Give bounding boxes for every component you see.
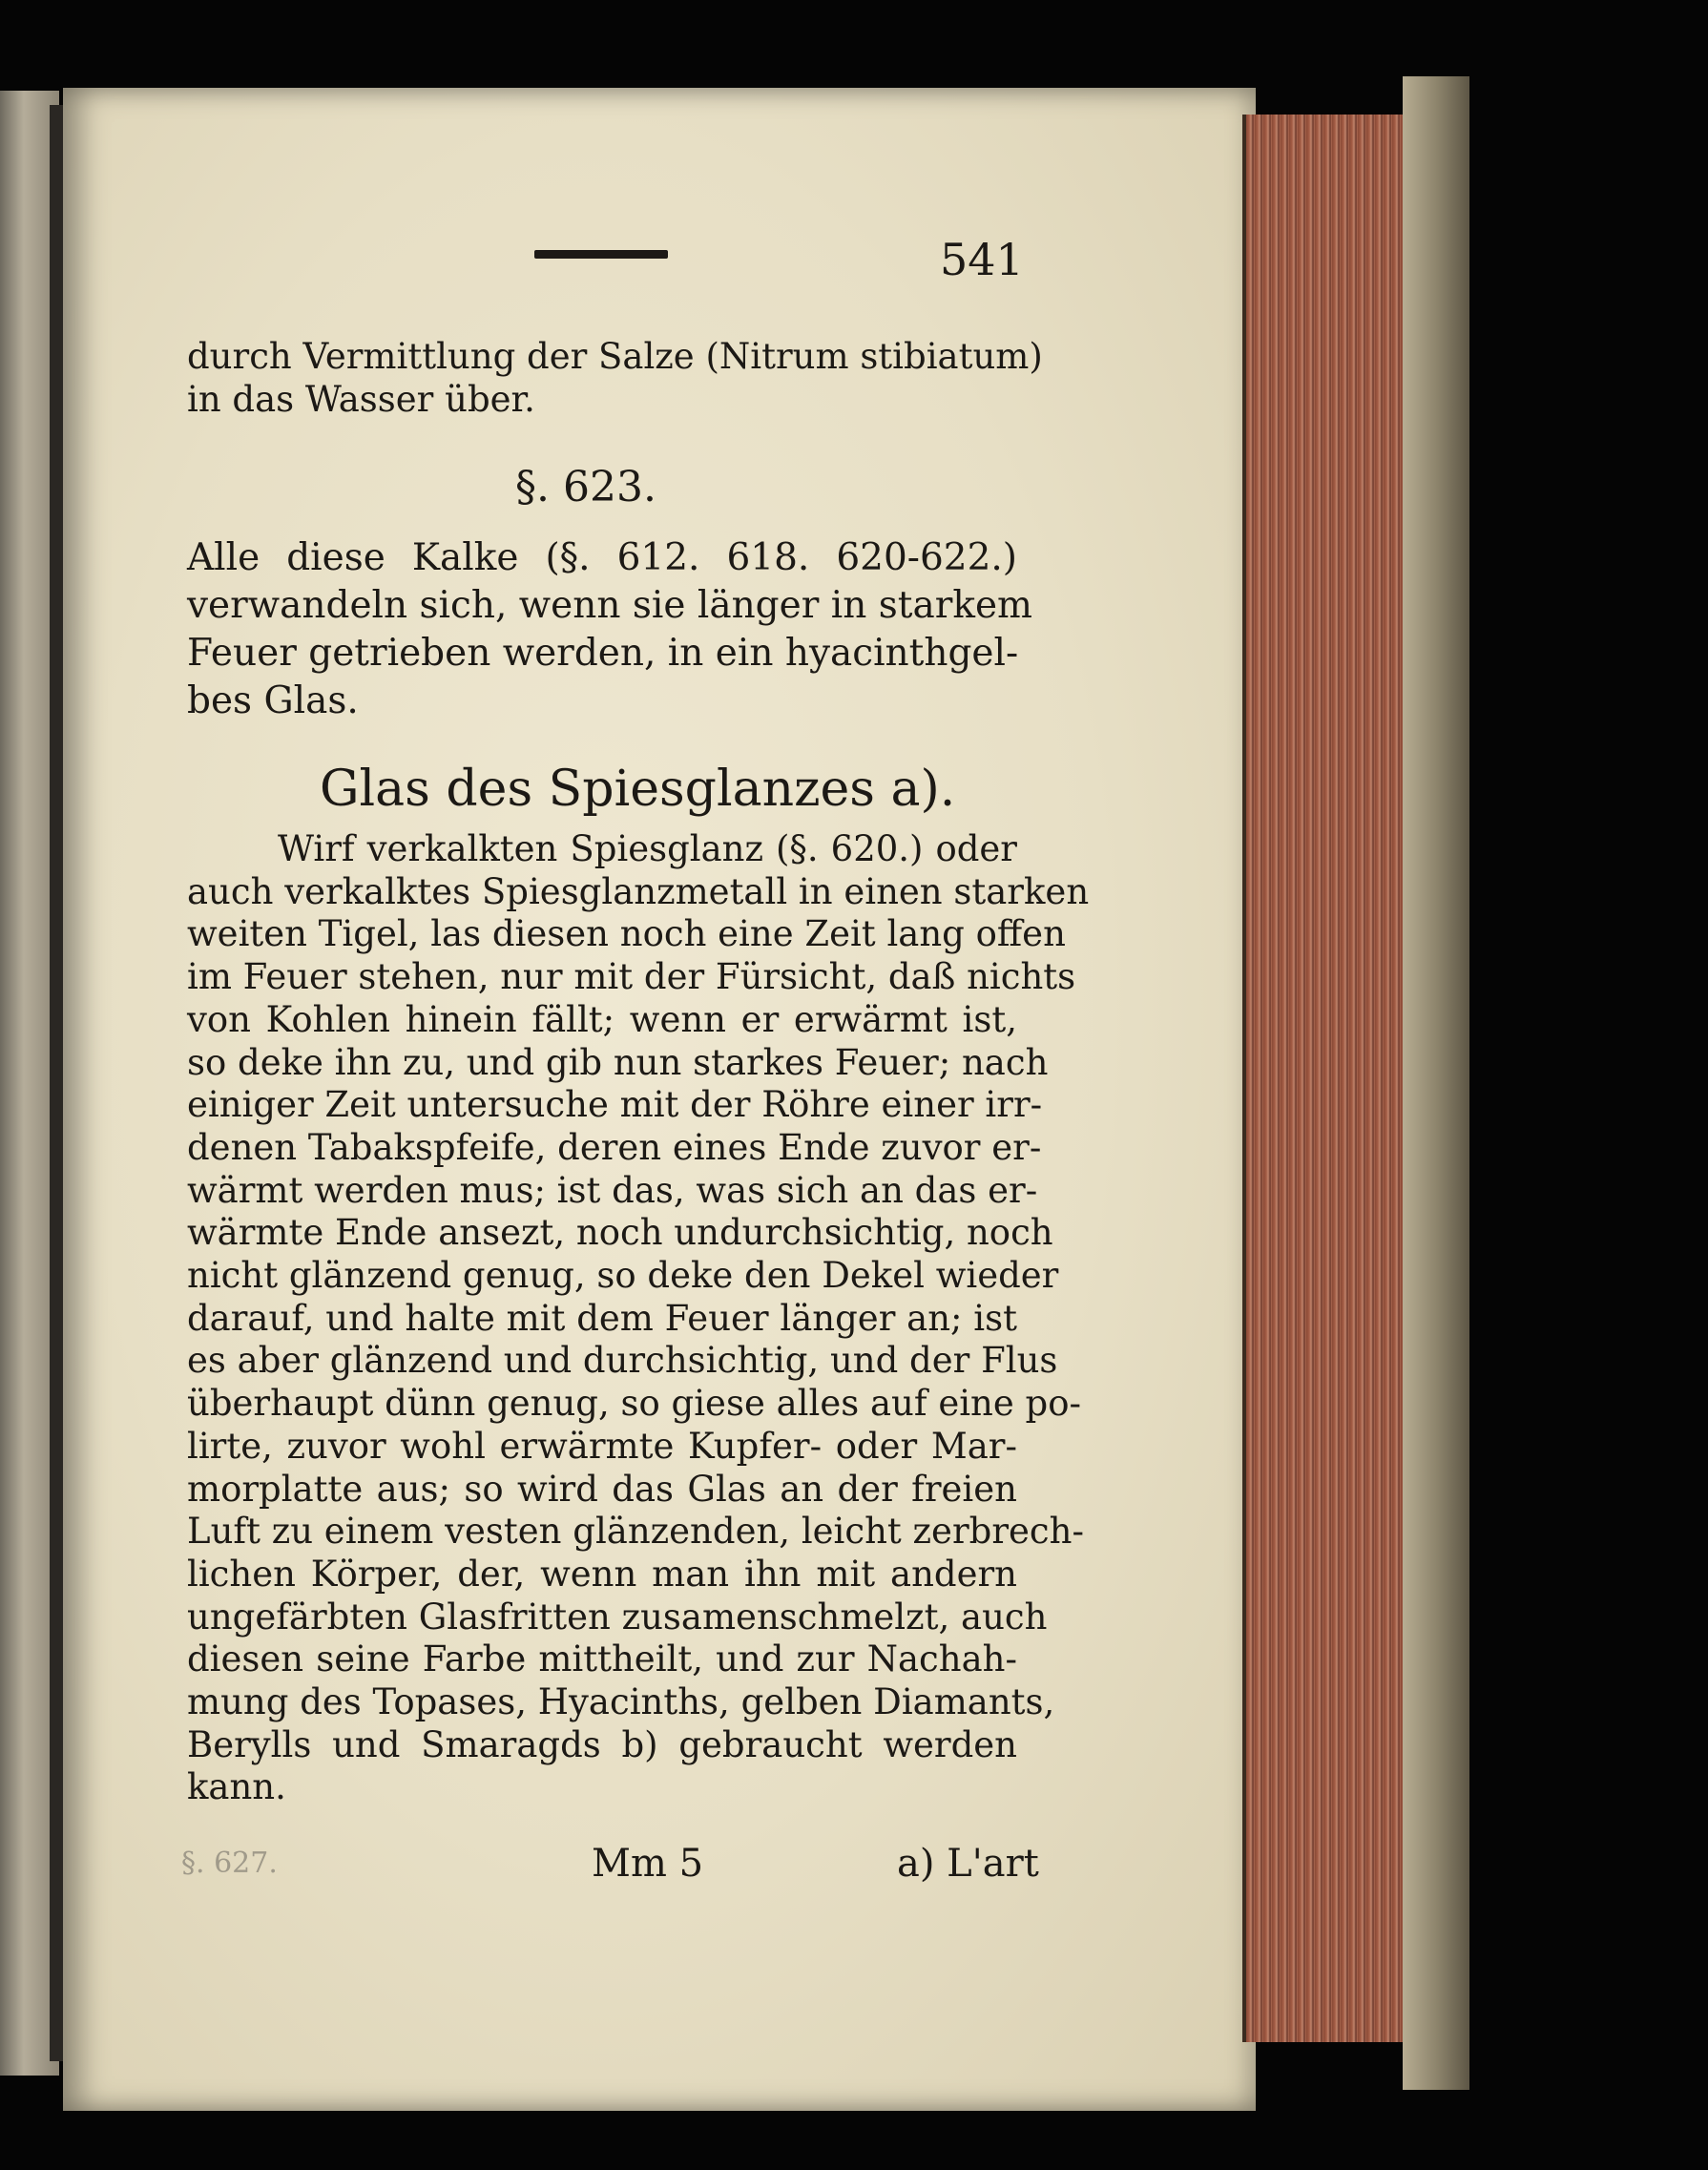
text-line: überhaupt dünn genug, so giese alles auf eine po- xyxy=(187,1383,1081,1425)
text-line: wärmt werden mus; ist das, was sich an das er- xyxy=(187,1169,1038,1211)
signature-mark: Mm 5 xyxy=(592,1842,704,1886)
text-line: durch Vermittlung der Salze (Nitrum stibiatum) xyxy=(187,336,1043,377)
text-line: Feuer getrieben werden, in ein hyacinthgel- xyxy=(187,632,1019,675)
text-line: diesen seine Farbe mittheilt, und zur Nachah- xyxy=(187,1638,1017,1680)
page-number: 541 xyxy=(940,234,1024,285)
paragraph-glas xyxy=(187,828,1090,1809)
text-line: darauf, und halte mit dem Feuer länger an; ist xyxy=(187,1297,1017,1339)
text-line: denen Tabakspfeife, deren eines Ende zuvor er- xyxy=(187,1126,1042,1168)
text-line: morplatte aus; so wird das Glas an der freien xyxy=(187,1468,1017,1510)
text-line: im Feuer stehen, nur mit der Fürsicht, daß nichts xyxy=(187,956,1076,998)
text-line: kann. xyxy=(187,1766,286,1808)
book-cover-board xyxy=(1403,76,1469,2090)
text-line: einiger Zeit untersuche mit der Röhre einer irr- xyxy=(187,1084,1043,1126)
header-rule xyxy=(534,250,668,259)
text-line: verwandeln sich, wenn sie länger in starkem xyxy=(187,584,1033,627)
catchword: a) L'art xyxy=(897,1842,1039,1886)
text-line: so deke ihn zu, und gib nun starkes Feuer; nach xyxy=(187,1041,1049,1083)
text-line: ungefärbten Glasfritten zusamenschmelzt, auch xyxy=(187,1596,1048,1638)
pencil-annotation: §. 627. xyxy=(181,1847,278,1880)
text-line: es aber glänzend und durchsichtig, und der Flus xyxy=(187,1340,1058,1382)
text-line: lirte, zuvor wohl erwärmte Kupfer- oder Mar- xyxy=(187,1425,1017,1467)
text-line: von Kohlen hinein fällt; wenn er erwärmt ist, xyxy=(187,998,1017,1040)
section-heading: Glas des Spiesglanzes a). xyxy=(320,761,956,818)
text-line: Luft zu einem vesten glänzenden, leicht zerbrech- xyxy=(187,1511,1084,1553)
paragraph-623 xyxy=(187,534,1033,725)
text-line: mung des Topases, Hyacinths, gelben Diamants, xyxy=(187,1681,1055,1723)
page-edges xyxy=(1242,115,1418,2042)
text-line: Berylls und Smaragds b) gebraucht werden xyxy=(187,1723,1017,1765)
text-line: lichen Körper, der, wenn man ihn mit andern xyxy=(187,1553,1017,1595)
text-line: wärmte Ende ansezt, noch undurchsichtig, noch xyxy=(187,1212,1053,1254)
section-number: §. 623. xyxy=(515,463,656,511)
text-line: Alle diese Kalke (§. 612. 618. 620-622.) xyxy=(187,536,1017,579)
text-line: auch verkalktes Spiesglanzmetall in einen starken xyxy=(187,870,1090,912)
text-line: nicht glänzend genug, so deke den Dekel wieder xyxy=(187,1255,1059,1297)
gutter-shadow xyxy=(50,105,63,2061)
text-line: Wirf verkalkten Spiesglanz (§. 620.) oder xyxy=(278,828,1017,869)
intro-paragraph xyxy=(187,336,1043,421)
text-line: weiten Tigel, las diesen noch eine Zeit lang offen xyxy=(187,913,1066,955)
text-line: bes Glas. xyxy=(187,679,359,722)
text-line: in das Wasser über. xyxy=(187,378,535,420)
